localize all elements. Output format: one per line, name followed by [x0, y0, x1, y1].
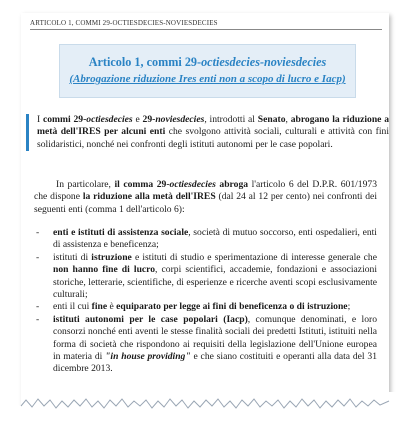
- intro-bold: Senato: [257, 114, 286, 125]
- list-item-text: è: [107, 301, 117, 313]
- intro-bold: commi 29-: [43, 114, 87, 125]
- list-item: [34, 227, 377, 252]
- list-item-text: enti il cui: [53, 301, 92, 313]
- para-bold-italic: octiesdecies: [169, 179, 216, 190]
- running-header: ARTICOLO 1, COMMI 29-OCTIESDECIES-NOVIESDECIES: [30, 19, 382, 30]
- article-title-box: [59, 44, 356, 98]
- intro-text: che svolgono attività sociali, culturali e attività con fini solidaristici, nonché nei confronti degli istituti autonomi per le case popolari.: [37, 126, 390, 150]
- list-item-text: , comunque denominati, e loro consorzi nonché enti aventi le stesse finalità sociali dei predetti Istituti, istituiti nella forma di società che rispondono ai requisiti della legislazione dell'Unione europea in materia di: [53, 313, 377, 363]
- article-title: [60, 55, 355, 70]
- list-item: [34, 252, 377, 302]
- article-title-plain: Articolo 1, commi 29-: [88, 55, 202, 69]
- entity-list: [34, 227, 377, 376]
- intro-text: e: [132, 114, 143, 125]
- list-item-text: , corpi scientifici, accademie, fondazioni e associazioni storiche, letterarie, scientifiche, di esperienze e ricerche aventi scopi esclusivamente culturali;: [53, 264, 377, 301]
- para-text: l'articolo 6 del D.P.R. 601/1973 che dispone: [34, 179, 377, 203]
- intro-text: I: [37, 114, 43, 125]
- intro-bold: abrogano la riduzione a metà dell'IRES per alcuni enti: [37, 114, 390, 138]
- intro-text: ,: [285, 114, 291, 125]
- list-item-bold-italic: "in house providing": [105, 351, 191, 363]
- intro-bold-italic: noviesdecies: [155, 114, 205, 125]
- para-text: In particolare,: [56, 179, 115, 190]
- para-text: (dal 24 al 12 per cento) nei confronti dei seguenti enti (comma 1 dell'articolo 6):: [34, 191, 377, 215]
- list-item-bold: enti e istituti di assistenza sociale: [53, 227, 189, 238]
- list-item-text: e che siano costituiti e operanti alla data del 31 dicembre 2013.: [53, 351, 377, 375]
- body-paragraph: [34, 179, 377, 216]
- list-item-bold: fine: [91, 301, 108, 313]
- torn-paper-edge: [0, 392, 403, 440]
- article-subtitle: (Abrogazione riduzione Ires enti non a scopo di lucro e Iacp): [69, 73, 346, 85]
- para-bold: la riduzione alla metà dell'IRES: [82, 191, 216, 203]
- list-item-text: , società di mutuo soccorso, enti ospedalieri, enti di assistenza e beneficenza;: [53, 227, 377, 251]
- document-page: [21, 13, 389, 419]
- intro-text: , introdotti al: [204, 114, 258, 125]
- list-item-bold: non hanno fine di lucro: [53, 264, 156, 276]
- list-item-bold: equiparato per legge ai fini di beneficenza o di istruzione: [116, 301, 348, 313]
- list-item-text: ;: [347, 301, 351, 313]
- list-item-bold: istituti autonomi per le case popolari (Iacp): [53, 313, 248, 325]
- list-item: [34, 314, 377, 376]
- intro-bold: 29-: [142, 114, 156, 125]
- para-bold: il comma 29-: [114, 179, 170, 190]
- intro-bold-italic: octiesdecies: [86, 114, 133, 125]
- intro-paragraph: [26, 114, 389, 151]
- article-title-italic: octiesdecies-noviesdecies: [201, 55, 327, 69]
- list-item: [34, 301, 377, 313]
- list-item-text: istituti di: [53, 251, 92, 263]
- list-item-bold: istruzione: [91, 251, 132, 263]
- para-bold: abroga: [215, 179, 249, 190]
- list-item-text: e istituti di studio e sperimentazione di interesse generale che: [131, 251, 377, 263]
